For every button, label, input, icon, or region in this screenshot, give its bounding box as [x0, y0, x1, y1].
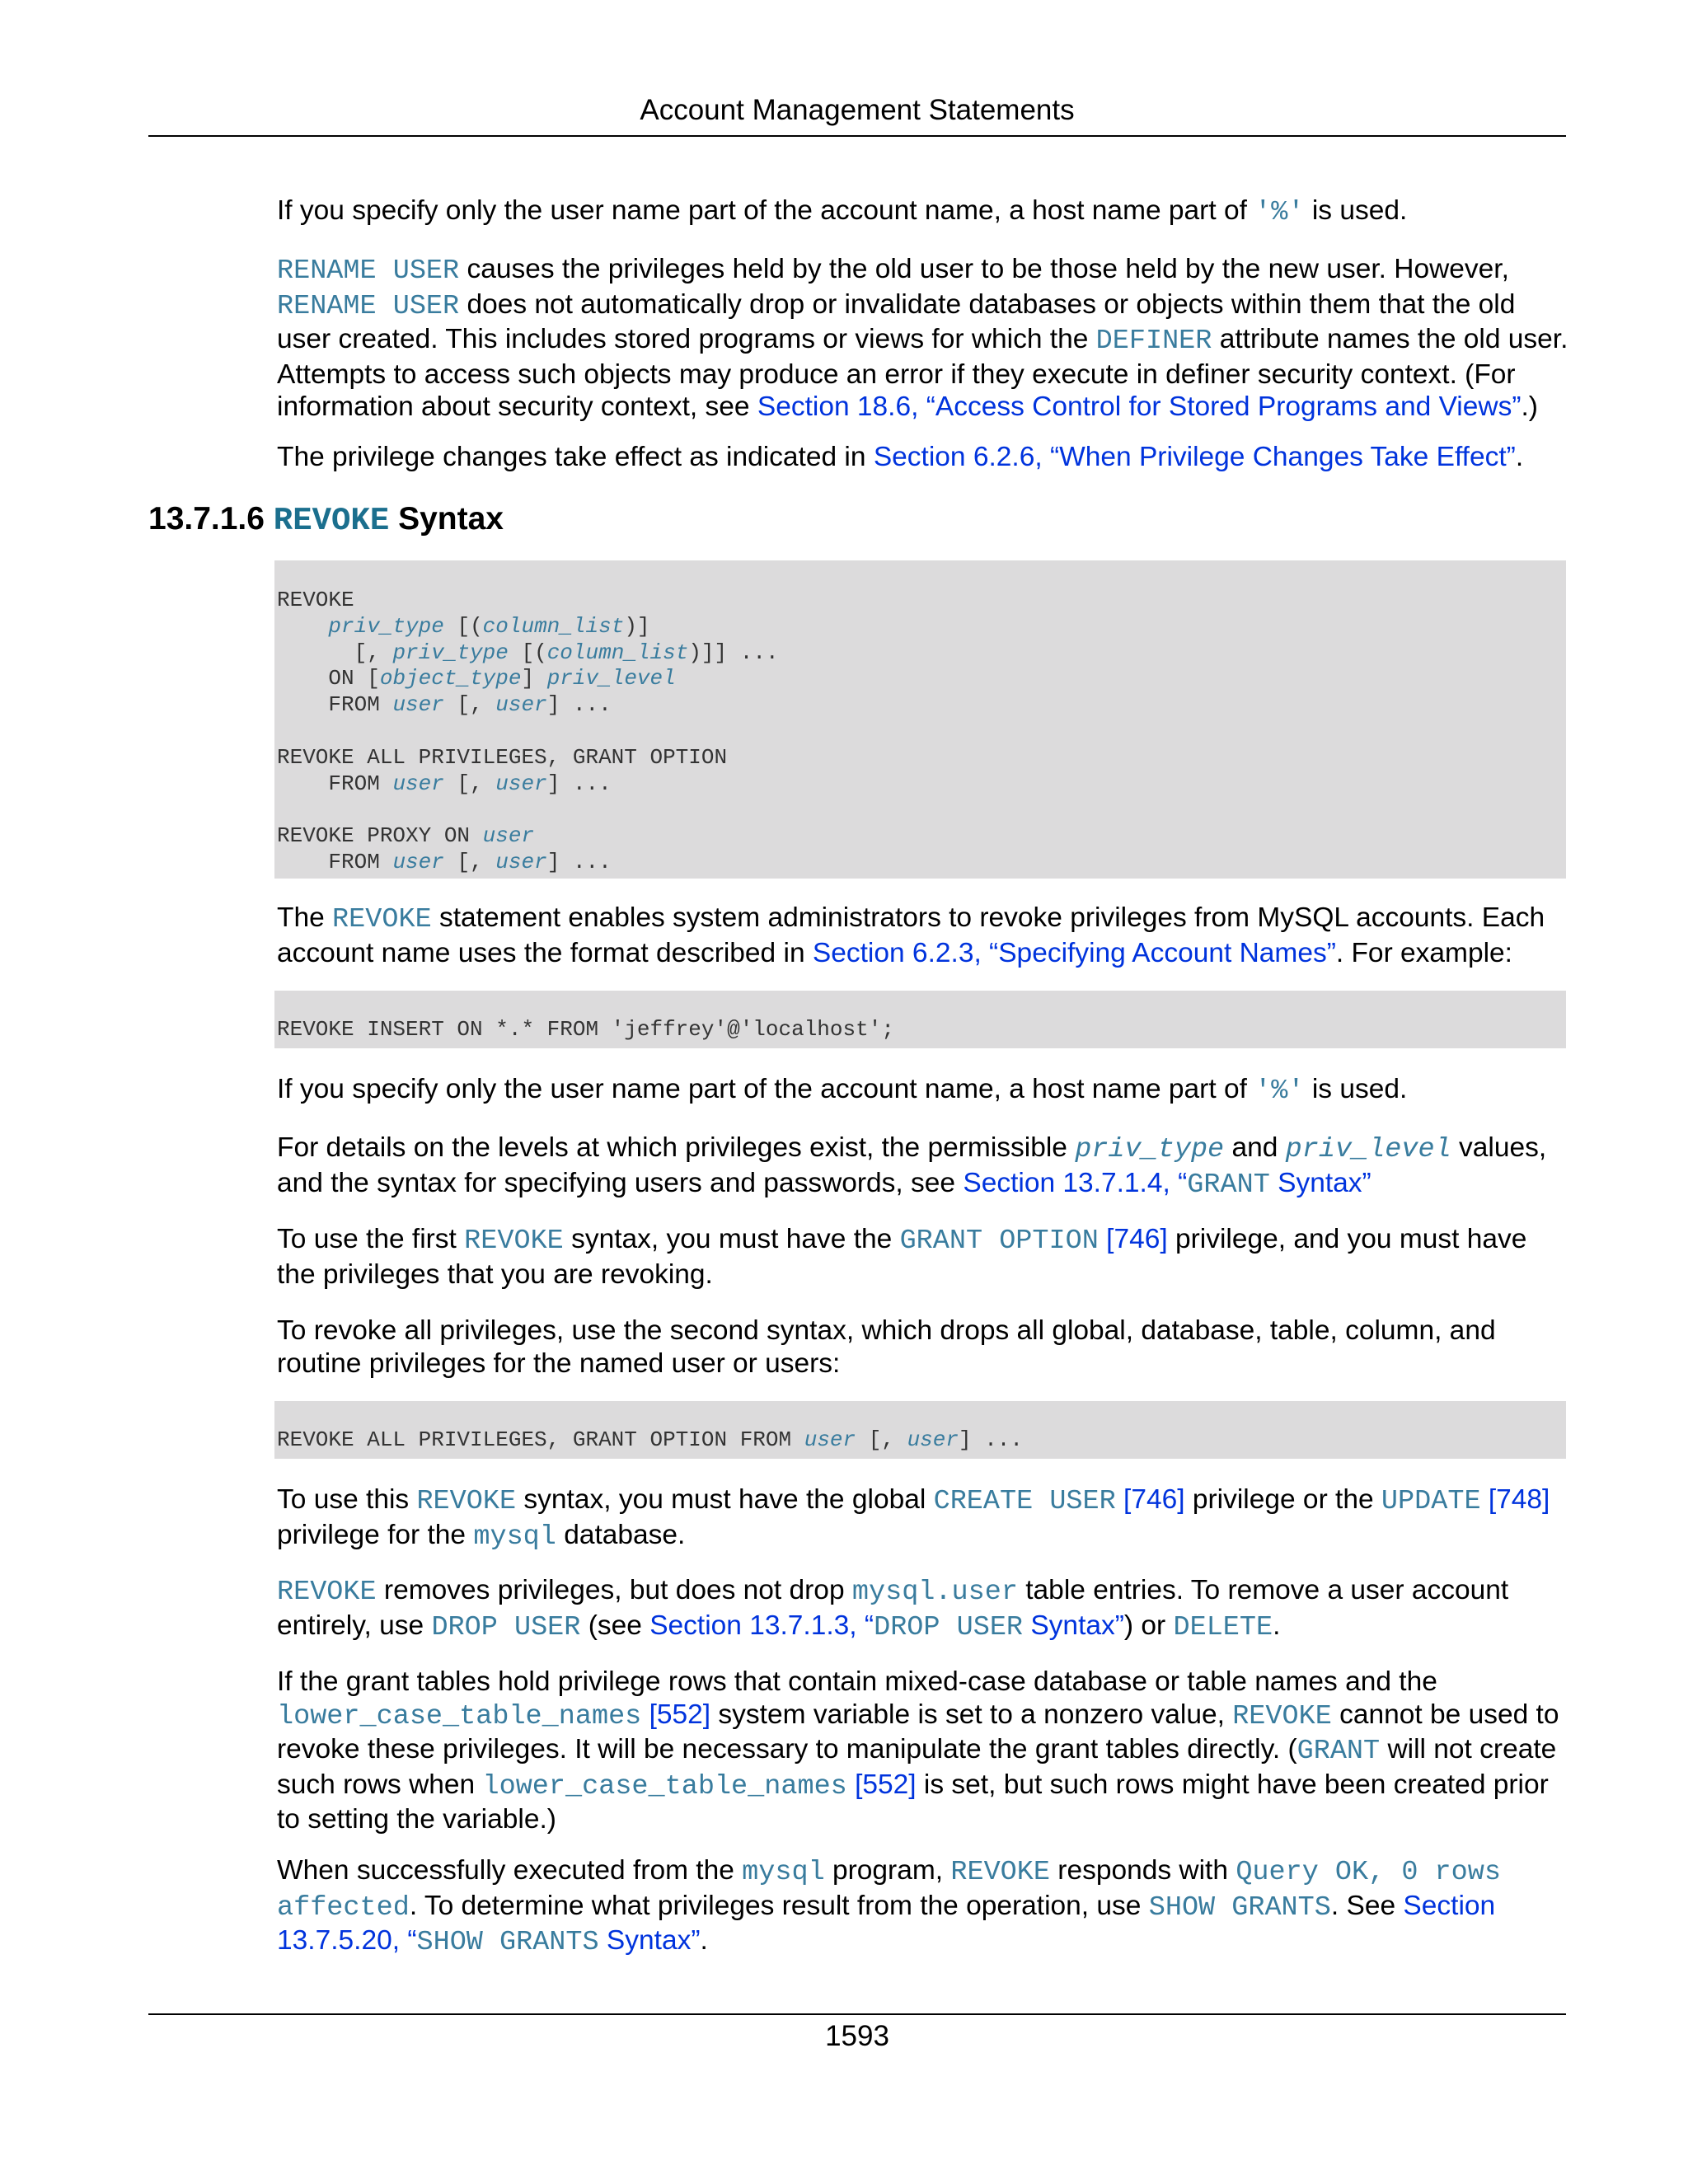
link-section-13-7-5-20[interactable]: Section 13.7.5.20, “SHOW GRANTS Syntax” — [277, 1890, 1496, 1958]
link-section-13-7-1-4[interactable]: Section 13.7.1.4, “GRANT Syntax” — [963, 1167, 1372, 1201]
link-grant-option-ref[interactable]: [746] — [1098, 1224, 1168, 1254]
link-create-user-ref[interactable]: [746] — [1115, 1484, 1185, 1515]
page-header: Account Management Statements — [640, 94, 1075, 126]
footer-rule — [148, 2013, 1566, 2015]
section-heading: 13.7.1.6 REVOKE Syntax — [148, 501, 504, 539]
paragraph-removes-privileges: REVOKE removes privileges, but does not drop mysql.user table entries. To remove a user account entirely, use DROP USER (see Section 13.7.1.3, “DROP USER Syntax”) or DELETE. — [277, 1575, 1509, 1643]
paragraph-privilege-levels: For details on the levels at which privileges exist, the permissible priv_type and priv_level values, and the syntax for specifying users and passwords, see Section 13.7.1.4, “GRANT Syntax” — [277, 1132, 1547, 1201]
paragraph-host-default-2: If you specify only the user name part of the account name, a host name part of '%' is used. — [277, 1074, 1408, 1107]
syntax-code-block: REVOKE priv_type [(column_list)] [, priv_type [(column_list)]] ... ON [object_type] priv_level FROM user [, user] ... REVOKE ALL PRIVILEGES, GRANT OPTION FROM user [, user] ... REVOKE PROXY ON user FROM user [, user] ... — [274, 560, 1566, 879]
link-section-6-2-6[interactable]: Section 6.2.6, “When Privilege Changes Take Effect” — [873, 442, 1516, 472]
paragraph-revoke-intro: The REVOKE statement enables system administrators to revoke privileges from MySQL accounts. Each account name uses the format described in Section 6.2.3, “Specifying Account Names”. For example: — [277, 902, 1545, 968]
paragraph-rename-user: RENAME USER causes the privileges held by the old user to be those held by the new user. However, RENAME USER does not automatically drop or invalidate databases or objects within them that the old user created. This includes stored programs or views for which the DEFINER attribute names the old user. Attempts to access such objects may produce an error if they execute in definer security context. (For information about security context, see Section 18.6, “Access Control for Stored Programs and Views”.) — [277, 254, 1568, 422]
paragraph-privilege-changes: The privilege changes take effect as indicated in Section 6.2.6, “When Privilege Changes Take Effect”. — [277, 442, 1524, 472]
link-update-ref[interactable]: [748] — [1480, 1484, 1550, 1515]
paragraph-first-syntax: To use the first REVOKE syntax, you must have the GRANT OPTION [746] privilege, and you must have the privileges that you are revoking. — [277, 1224, 1527, 1290]
page-number: 1593 — [825, 2020, 889, 2052]
example-code-block-2: REVOKE ALL PRIVILEGES, GRANT OPTION FROM user [, user] ... — [274, 1401, 1566, 1459]
example-code-block: REVOKE INSERT ON *.* FROM 'jeffrey'@'localhost'; — [274, 991, 1566, 1048]
link-lower-case-ref-1[interactable]: [552] — [641, 1699, 711, 1730]
code-rename-user: RENAME USER — [277, 255, 460, 287]
link-section-6-2-3[interactable]: Section 6.2.3, “Specifying Account Names” — [812, 937, 1336, 968]
paragraph-mixed-case: If the grant tables hold privilege rows that contain mixed-case database or table names and the lower_case_table_names [552] system variable is set to a nonzero value, REVOKE cannot be used to revoke these privileges. It will be necessary to manipulate the grant tables directly. (GRANT will not create such rows when lower_case_table_names [552] is set, but such rows might have been created prior to setting the variable.) — [277, 1666, 1559, 1835]
paragraph-host-default: If you specify only the user name part of the account name, a host name part of '%' is used. — [277, 195, 1408, 228]
paragraph-successfully-executed: When successfully executed from the mysql program, REVOKE responds with Query OK, 0 rows affected. To determine what privileges result from the operation, use SHOW GRANTS. See Section 13.7.5.20, “SHOW GRANTS Syntax”. — [277, 1855, 1501, 1958]
link-section-13-7-1-3[interactable]: Section 13.7.1.3, “DROP USER Syntax” — [649, 1610, 1124, 1643]
header-rule — [148, 135, 1566, 137]
paragraph-revoke-all: To revoke all privileges, use the second syntax, which drops all global, database, table, column, and routine privileges for the named user or users: — [277, 1315, 1496, 1379]
link-section-18-6[interactable]: Section 18.6, “Access Control for Stored Programs and Views” — [757, 391, 1522, 422]
link-lower-case-ref-2[interactable]: [552] — [846, 1769, 917, 1800]
paragraph-this-syntax: To use this REVOKE syntax, you must have the global CREATE USER [746] privilege or the UPDATE [748] privilege for the mysql database. — [277, 1484, 1550, 1553]
